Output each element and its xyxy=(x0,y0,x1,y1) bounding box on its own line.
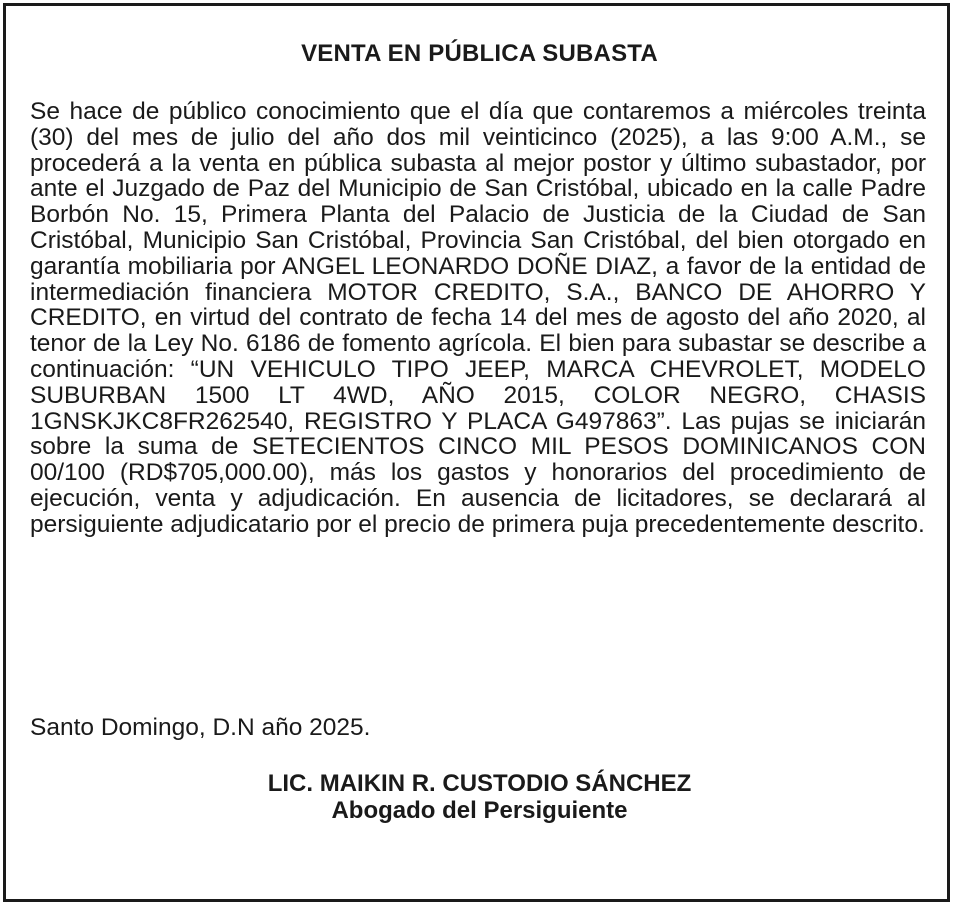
notice-body: Se hace de público conocimiento que el día que contaremos a miércoles treinta (30) del mes de julio del año dos mil veinticinco (2025), a las 9:00 A.M., se procederá a la venta en pública subasta al mejor postor y último subastador, por ante el Juzgado de Paz del Municipio de San Cristóbal, ubicado en la calle Padre Borbón No. 15, Primera Planta del Palacio de Justicia de la Ciudad de San Cristóbal, Municipio San Cristóbal, Provincia San Cristóbal, del bien otorgado en garantía mobiliaria por ANGEL LEONARDO DOÑE DIAZ, a favor de la entidad de intermediación financiera MOTOR CREDITO, S.A., BANCO DE AHORRO Y CREDITO, en virtud del contrato de fecha 14 del mes de agosto del año 2020, al tenor de la Ley No. 6186 de fomento agrícola. El bien para subastar se describe a continuación: “UN VEHICULO TIPO JEEP, MARCA CHEVROLET, MODELO SUBURBAN 1500 LT 4WD, AÑO 2015, COLOR NEGRO, CHASIS 1GNSKJKC8FR262540, REGISTRO Y PLACA G497863”. Las pujas se iniciarán sobre la suma de SETECIENTOS CINCO MIL PESOS DOMINICANOS CON 00/100 (RD$705,000.00), más los gastos y honorarios del procedimiento de ejecución, venta y adjudicación. En ausencia de licitadores, se declarará al persiguiente adjudicatario por el precio de primera puja precedentemente descrito. xyxy=(30,98,926,538)
signature-block xyxy=(6,770,953,824)
signatory-role: Abogado del Persiguiente xyxy=(331,797,628,824)
notice-place-date: Santo Domingo, D.N año 2025. xyxy=(30,714,371,741)
notice-title: VENTA EN PÚBLICA SUBASTA xyxy=(301,40,658,67)
signatory-name: LIC. MAIKIN R. CUSTODIO SÁNCHEZ xyxy=(267,770,692,797)
notice-frame xyxy=(3,3,950,902)
